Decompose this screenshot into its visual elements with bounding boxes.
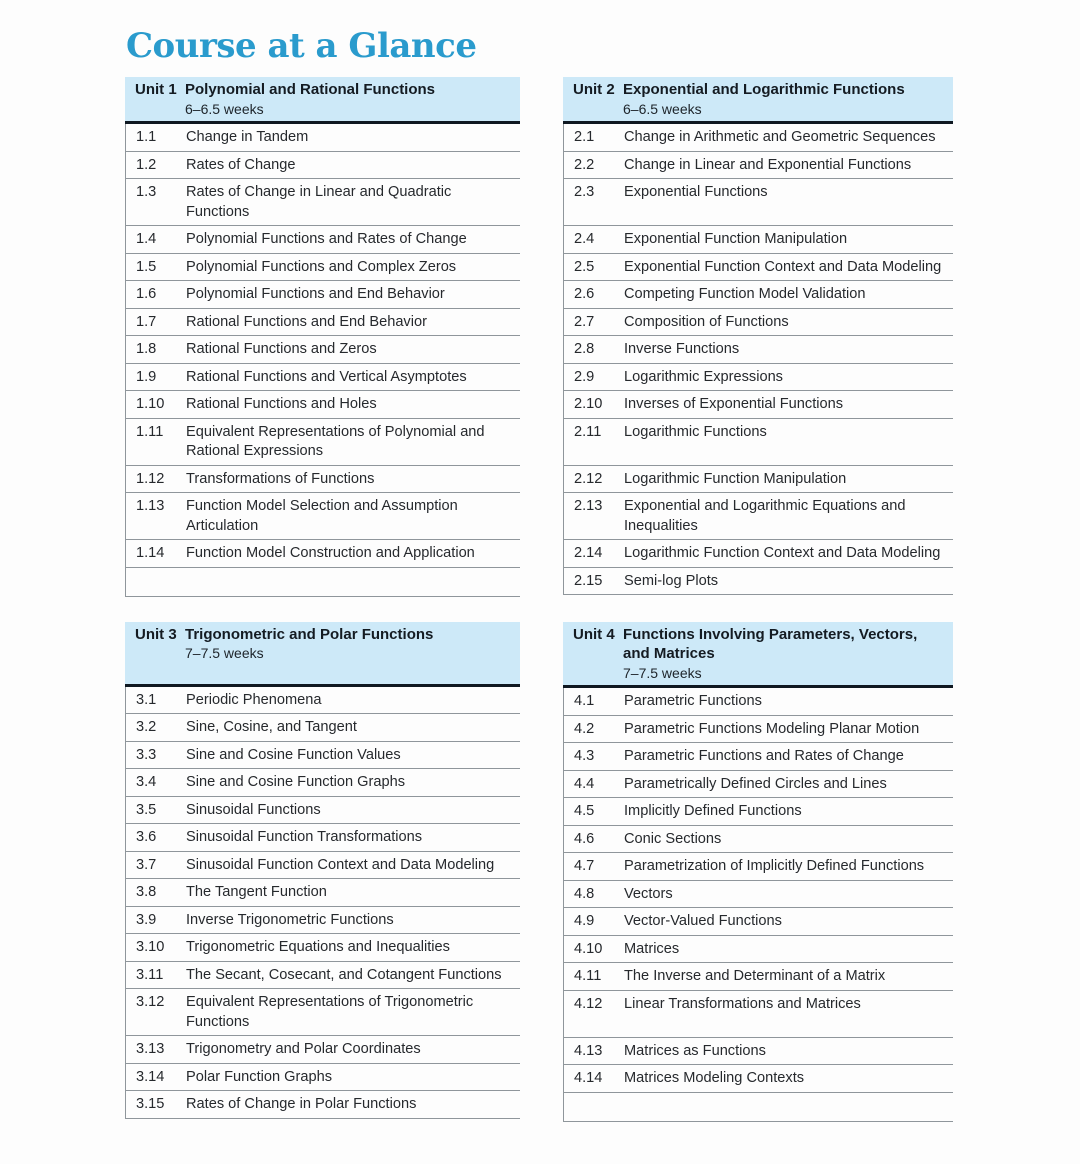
topic-row [126,1091,520,1119]
topic-number: 4.7 [574,858,595,874]
topic-number: 3.4 [136,774,157,790]
unit-weeks: 7–7.5 weeks [185,645,264,661]
topic-row [564,936,953,964]
topic-number: 4.13 [574,1042,603,1059]
topic-title: Polar Function Graphs [186,1068,333,1085]
topic-title: Logarithmic Function Manipulation [624,470,847,487]
topic-row [126,989,520,1036]
topic-number: 2.13 [574,498,603,514]
topic-title: Exponential and Logarithmic Equations and Inequalities [624,498,906,534]
topic-row [126,962,520,990]
topic-row [126,714,520,742]
topic-title: Rational Functions and Zeros [186,341,377,357]
unit-weeks: 7–7.5 weeks [623,664,702,681]
topic-title: Parametrization of Implicitly Defined Functions [624,858,925,874]
topic-title: Polynomial Functions and Rates of Change [186,231,467,247]
unit-4-header [563,622,953,689]
topic-number: 2.11 [574,423,602,440]
topic-number: 1.13 [136,498,165,514]
topic-title: Transformations of Functions [186,470,375,487]
topic-title: Composition of Functions [624,313,789,330]
topic-title: Sine and Cosine Function Graphs [186,774,406,790]
topic-row [564,336,953,364]
topic-number: 1.5 [136,258,157,275]
unit-title: Trigonometric and Polar Functions [185,625,434,643]
topic-title: Inverse Functions [624,341,740,357]
topic-title: Matrices as Functions [624,1042,766,1059]
topic-title: Vector-Valued Functions [624,913,782,929]
topic-row [564,466,953,494]
topic-title: Change in Linear and Exponential Functions [624,156,912,173]
topic-number: 4.6 [574,830,595,847]
topic-title: Logarithmic Functions [624,423,767,440]
topic-row [564,226,953,254]
topic-title: Equivalent Representations of Polynomial and Rational Expressions [186,423,485,459]
topic-title: Function Model Selection and Assumption Articulation [186,498,458,534]
topic-number: 3.5 [136,801,157,818]
topic-title: Polynomial Functions and Complex Zeros [186,258,457,275]
topic-title: Parametric Functions and Rates of Change [624,748,904,764]
topic-number: 4.8 [574,885,595,902]
unit-1-block [125,77,520,597]
topic-title: Sinusoidal Function Transformations [186,829,423,845]
topic-title: Exponential Functions [624,184,768,200]
topic-row [564,688,953,716]
topic-title: Parametric Functions [624,693,762,709]
units-grid [125,77,1080,1122]
topic-title: Sine, Cosine, and Tangent [186,719,357,735]
topic-number: 2.14 [574,545,603,561]
topic-number: 3.6 [136,829,157,845]
topic-title: Parametric Functions Modeling Planar Motion [624,720,920,737]
topic-number: 2.9 [574,368,595,385]
topic-row [564,152,953,180]
topic-number: 2.3 [574,184,595,200]
topic-number: 4.3 [574,748,595,764]
topic-title: Sinusoidal Functions [186,801,321,818]
topic-row [564,771,953,799]
unit-header-text [623,80,945,119]
topic-title: Function Model Construction and Application [186,545,475,561]
topic-number: 1.11 [136,423,164,440]
topic-number: 4.10 [574,940,603,957]
topic-title: Matrices Modeling Contexts [624,1070,805,1086]
topic-number: 2.15 [574,572,603,589]
unit-4-block [563,622,953,1122]
topic-title: Semi-log Plots [624,572,719,589]
unit-2-header [563,77,953,124]
topic-number: 3.8 [136,884,157,900]
topic-row [126,824,520,852]
topic-number: 4.4 [574,775,595,792]
topic-row [126,179,520,226]
topic-number: 4.11 [574,968,602,984]
topic-row [126,336,520,364]
topic-row [126,797,520,825]
topic-title: Implicitly Defined Functions [624,803,802,819]
topic-row [126,281,520,309]
topic-title: Change in Tandem [186,129,309,145]
topic-title: Inverse Trigonometric Functions [186,911,394,928]
topic-title: Rational Functions and End Behavior [186,313,427,330]
topic-row [564,826,953,854]
topic-row [564,963,953,991]
topic-number: 4.14 [574,1070,603,1086]
topic-row [126,907,520,935]
topic-row [564,281,953,309]
topic-number: 1.4 [136,231,157,247]
topic-row [126,254,520,282]
topic-row [564,309,953,337]
topic-row [126,391,520,419]
unit-4-topic-list [563,688,953,1122]
topic-number: 1.3 [136,184,157,200]
topic-number: 3.15 [136,1096,165,1112]
topic-row [126,540,520,568]
unit-2-topic-list [563,124,953,595]
unit-header-text [185,80,512,119]
topic-title: Sine and Cosine Function Values [186,746,401,763]
topic-number: 3.2 [136,719,157,735]
topic-number: 4.2 [574,720,595,737]
topic-title: Trigonometric Equations and Inequalities [186,939,450,955]
topic-row [564,743,953,771]
unit-title: Polynomial and Rational Functions [185,81,436,98]
topic-title: Conic Sections [624,830,722,847]
topic-title: Change in Arithmetic and Geometric Sequences [624,129,936,145]
topic-row [564,124,953,152]
topic-title: Rates of Change [186,156,296,173]
topic-number: 3.11 [136,966,164,983]
topic-row [564,1065,953,1093]
unit-2-block [563,77,953,597]
topic-title: Trigonometry and Polar Coordinates [186,1041,421,1057]
topic-row [126,466,520,494]
topic-number: 3.7 [136,856,157,873]
topic-number: 4.12 [574,995,603,1012]
topic-row [564,881,953,909]
topic-title: Rational Functions and Holes [186,396,377,412]
topic-number: 1.9 [136,368,157,385]
topic-title: Vectors [624,885,673,902]
topic-row [126,364,520,392]
topic-number: 3.1 [136,691,157,708]
topic-number: 3.3 [136,746,157,763]
topic-title: Rates of Change in Linear and Quadratic Functions [186,184,452,220]
topic-row [126,852,520,880]
topic-number: 1.2 [136,156,157,173]
page-title: Course at a Glance [126,26,477,66]
topic-number: 2.6 [574,286,595,302]
topic-row [564,254,953,282]
unit-weeks: 6–6.5 weeks [623,100,702,117]
topic-row [126,742,520,770]
topic-title: Matrices [624,940,680,957]
empty-row [564,1093,953,1122]
topic-title: Parametrically Defined Circles and Lines [624,775,887,792]
topic-number: 2.4 [574,231,595,247]
topic-title: Sinusoidal Function Context and Data Modeling [186,856,495,873]
topic-row [564,364,953,392]
unit-header-text [185,625,512,664]
topic-title: The Inverse and Determinant of a Matrix [624,968,886,984]
topic-row [564,179,953,226]
topic-number: 2.12 [574,470,603,487]
topic-title: Competing Function Model Validation [624,286,866,302]
unit-label: Unit 4 [573,625,615,643]
topic-number: 2.1 [574,129,595,145]
unit-3-topic-list [125,687,520,1119]
topic-number: 2.2 [574,156,595,173]
topic-row [126,226,520,254]
topic-row [126,493,520,540]
topic-title: Inverses of Exponential Functions [624,396,844,412]
topic-number: 3.14 [136,1068,165,1085]
topic-title: Rates of Change in Polar Functions [186,1096,417,1112]
topic-title: Periodic Phenomena [186,691,322,708]
unit-label: Unit 2 [573,81,615,98]
topic-row [564,568,953,596]
unit-3-block [125,622,520,1122]
topic-row [126,879,520,907]
unit-title: Exponential and Logarithmic Functions [623,81,905,98]
topic-row [564,391,953,419]
topic-title: Exponential Function Context and Data Modeling [624,258,942,275]
topic-number: 2.7 [574,313,595,330]
unit-weeks: 6–6.5 weeks [185,100,264,117]
topic-number: 3.10 [136,939,165,955]
topic-title: Logarithmic Expressions [624,368,783,385]
topic-number: 2.10 [574,396,603,412]
topic-title: The Secant, Cosecant, and Cotangent Functions [186,966,502,983]
topic-number: 4.1 [574,693,595,709]
topic-row [126,419,520,466]
topic-row [126,1064,520,1092]
topic-title: Logarithmic Function Context and Data Modeling [624,545,941,561]
topic-row [564,493,953,540]
topic-row [564,1038,953,1066]
topic-row [564,853,953,881]
topic-number: 3.12 [136,994,165,1010]
topic-row [564,716,953,744]
topic-row [126,687,520,715]
topic-number: 1.8 [136,341,157,357]
unit-3-header [125,622,520,687]
topic-number: 2.5 [574,258,595,275]
topic-title: Exponential Function Manipulation [624,231,848,247]
topic-row [126,309,520,337]
empty-row [126,568,520,597]
topic-row [126,152,520,180]
topic-title: Polynomial Functions and End Behavior [186,286,445,302]
topic-number: 3.9 [136,911,157,928]
topic-number: 1.1 [136,129,157,145]
topic-row [564,798,953,826]
topic-row [564,540,953,568]
unit-1-topic-list [125,124,520,597]
topic-row [126,769,520,797]
topic-title: Equivalent Representations of Trigonometric Functions [186,994,474,1030]
topic-row [126,124,520,152]
topic-number: 2.8 [574,341,595,357]
topic-number: 1.10 [136,396,165,412]
topic-title: Rational Functions and Vertical Asymptotes [186,368,467,385]
unit-label: Unit 1 [135,81,177,98]
topic-row [564,991,953,1038]
unit-title: Functions Involving Parameters, Vectors, and Matrices [623,625,918,662]
topic-number: 4.9 [574,913,595,929]
topic-row [126,1036,520,1064]
topic-row [564,419,953,466]
topic-row [564,908,953,936]
topic-title: The Tangent Function [186,884,327,900]
topic-number: 1.7 [136,313,157,330]
unit-header-text [623,625,945,684]
topic-number: 4.5 [574,803,595,819]
unit-label: Unit 3 [135,625,177,643]
topic-number: 3.13 [136,1041,165,1057]
topic-title: Linear Transformations and Matrices [624,995,861,1012]
topic-number: 1.6 [136,286,157,302]
topic-row [126,934,520,962]
topic-number: 1.12 [136,470,165,487]
topic-number: 1.14 [136,545,165,561]
unit-1-header [125,77,520,124]
